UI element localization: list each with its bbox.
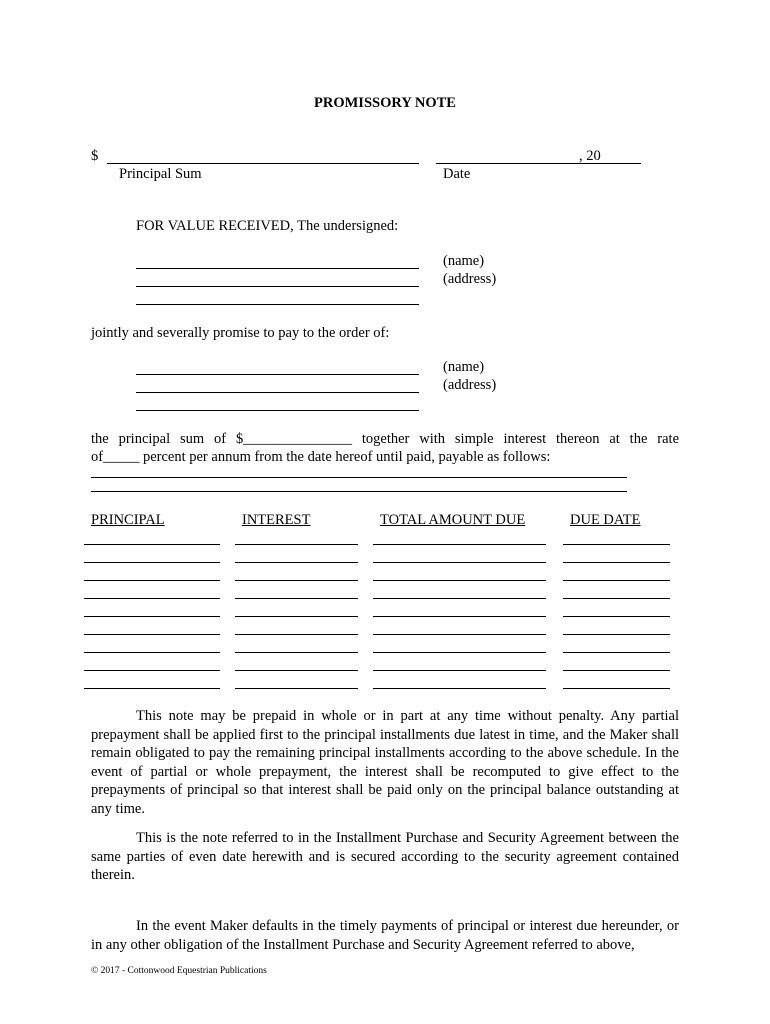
schedule-principal-line[interactable] xyxy=(84,544,220,545)
payee-address-line-1[interactable] xyxy=(136,392,419,393)
principal-sum-label: Principal Sum xyxy=(119,166,202,182)
schedule-interest-line[interactable] xyxy=(235,688,358,689)
header-principal: PRINCIPAL xyxy=(91,512,165,528)
schedule-principal-line[interactable] xyxy=(84,688,220,689)
schedule-due-date-line[interactable] xyxy=(563,562,670,563)
schedule-total-amount-due-line[interactable] xyxy=(373,670,546,671)
schedule-total-amount-due-line[interactable] xyxy=(373,688,546,689)
for-value-received: FOR VALUE RECEIVED, The undersigned: xyxy=(136,218,399,234)
schedule-principal-line[interactable] xyxy=(84,634,220,635)
principal-sum-line[interactable] xyxy=(107,163,419,164)
default-paragraph xyxy=(91,917,679,954)
schedule-total-amount-due-line[interactable] xyxy=(373,544,546,545)
schedule-principal-line[interactable] xyxy=(84,652,220,653)
schedule-total-amount-due-line[interactable] xyxy=(373,634,546,635)
jointly-text: jointly and severally promise to pay to the order of: xyxy=(91,325,390,341)
schedule-interest-line[interactable] xyxy=(235,598,358,599)
schedule-interest-line[interactable] xyxy=(235,634,358,635)
payee-address-label: (address) xyxy=(443,377,497,393)
schedule-total-amount-due-line[interactable] xyxy=(373,616,546,617)
maker-address-line-1[interactable] xyxy=(136,286,419,287)
schedule-due-date-line[interactable] xyxy=(563,652,670,653)
schedule-due-date-line[interactable] xyxy=(563,688,670,689)
document-title: PROMISSORY NOTE xyxy=(314,95,456,111)
default-text: In the event Maker defaults in the timely payments of principal or interest due hereunder, or in any other obligation of the Installment Purchase and Security Agreement referred to above, xyxy=(91,918,679,953)
schedule-due-date-line[interactable] xyxy=(563,580,670,581)
payment-terms-line-2[interactable] xyxy=(91,491,627,492)
date-year-prefix: , 20 xyxy=(579,148,601,164)
agreement-paragraph xyxy=(91,829,679,885)
principal-sum-line-1: the principal sum of $_______________ together with simple interest thereon at the rate xyxy=(91,431,679,447)
payee-name-line[interactable] xyxy=(136,374,419,375)
date-line[interactable] xyxy=(436,163,641,164)
maker-name-line[interactable] xyxy=(136,268,419,269)
schedule-total-amount-due-line[interactable] xyxy=(373,598,546,599)
schedule-interest-line[interactable] xyxy=(235,544,358,545)
payee-name-label: (name) xyxy=(443,359,485,375)
principal-sum-line-2: of_____ percent per annum from the date hereof until paid, payable as follows: xyxy=(91,449,551,465)
agreement-text: This is the note referred to in the Installment Purchase and Security Agreement between the same parties of even date herewith and is secured according to the security agreement contained therein. xyxy=(91,830,679,883)
schedule-interest-line[interactable] xyxy=(235,616,358,617)
schedule-interest-line[interactable] xyxy=(235,670,358,671)
schedule-total-amount-due-line[interactable] xyxy=(373,580,546,581)
schedule-due-date-line[interactable] xyxy=(563,634,670,635)
date-label: Date xyxy=(443,166,471,182)
maker-address-line-2[interactable] xyxy=(136,304,419,305)
header-interest: INTEREST xyxy=(242,512,311,528)
header-total-amount-due: TOTAL AMOUNT DUE xyxy=(380,512,526,528)
copyright-footer: © 2017 - Cottonwood Equestrian Publications xyxy=(91,966,267,976)
payment-terms-line-1[interactable] xyxy=(91,477,627,478)
schedule-due-date-line[interactable] xyxy=(563,670,670,671)
prepayment-text: This note may be prepaid in whole or in part at any time without penalty. Any partial prepayment shall be applied first to the principal installments due latest in time, and the Maker shall remain obligated to pay the remaining principal installments according to the above schedule. In the event of partial or whole prepayment, the interest shall be recomputed to give effect to the prepayments of principal so that interest shall be paid only on the principal balance outstanding at any time. xyxy=(91,708,679,817)
schedule-total-amount-due-line[interactable] xyxy=(373,562,546,563)
schedule-principal-line[interactable] xyxy=(84,598,220,599)
schedule-interest-line[interactable] xyxy=(235,580,358,581)
schedule-interest-line[interactable] xyxy=(235,652,358,653)
dollar-sign: $ xyxy=(91,148,99,164)
prepayment-paragraph xyxy=(91,707,679,818)
schedule-principal-line[interactable] xyxy=(84,670,220,671)
schedule-due-date-line[interactable] xyxy=(563,598,670,599)
payee-address-line-2[interactable] xyxy=(136,410,419,411)
schedule-principal-line[interactable] xyxy=(84,616,220,617)
schedule-interest-line[interactable] xyxy=(235,562,358,563)
schedule-principal-line[interactable] xyxy=(84,580,220,581)
maker-address-label: (address) xyxy=(443,271,497,287)
header-due-date: DUE DATE xyxy=(570,512,641,528)
schedule-principal-line[interactable] xyxy=(84,562,220,563)
schedule-total-amount-due-line[interactable] xyxy=(373,652,546,653)
schedule-due-date-line[interactable] xyxy=(563,544,670,545)
maker-name-label: (name) xyxy=(443,253,485,269)
schedule-due-date-line[interactable] xyxy=(563,616,670,617)
